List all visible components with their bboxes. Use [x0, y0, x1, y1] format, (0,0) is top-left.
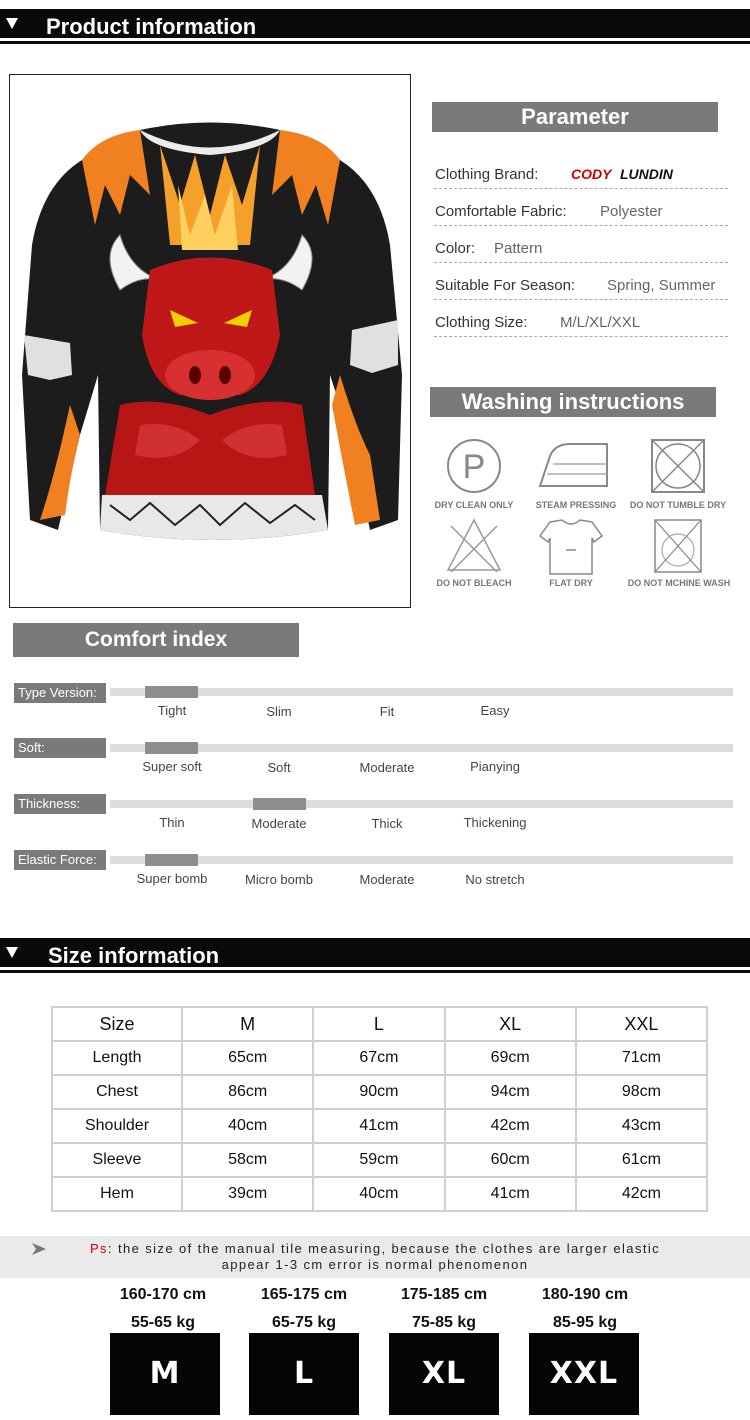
iron-icon [525, 436, 627, 516]
comfort-marker [145, 686, 198, 698]
comfort-option: Fit [379, 704, 395, 719]
table-cell: 39cm [182, 1177, 313, 1211]
no-bleach-icon [423, 516, 525, 596]
table-cell: 58cm [182, 1143, 313, 1177]
param-value: Polyester [600, 203, 663, 220]
note-text: : the size of the manual tile measuring, because the clothes are larger elastic [107, 1241, 661, 1256]
comfort-track [110, 688, 733, 696]
table-header-cell: L [313, 1007, 444, 1041]
param-key: Color: [435, 240, 476, 257]
table-cell: Length [52, 1041, 182, 1075]
height-range: 160-170 cm [119, 1286, 207, 1303]
height-range: 180-190 cm [541, 1286, 629, 1303]
comfort-option: Super soft [142, 759, 202, 774]
product-info-header [0, 9, 750, 41]
comfort-track [110, 744, 733, 752]
comfort-marker [145, 742, 198, 754]
no-machine-wash-icon [625, 516, 733, 596]
table-cell: Sleeve [52, 1143, 182, 1177]
size-guide-item [374, 1286, 514, 1332]
table-cell: 40cm [313, 1177, 444, 1211]
table-cell: 90cm [313, 1075, 444, 1109]
table-cell: 41cm [313, 1109, 444, 1143]
svg-text:P: P [462, 448, 486, 486]
comfort-option: Slim [266, 704, 292, 719]
table-cell: Chest [52, 1075, 182, 1109]
table-header-cell: Size [52, 1007, 182, 1041]
table-cell: 61cm [576, 1143, 707, 1177]
size-badge-xxl: XXL [529, 1333, 639, 1415]
size-info-title: Size information [48, 943, 220, 968]
comfort-marker [253, 798, 306, 810]
table-cell: 71cm [576, 1041, 707, 1075]
size-guide-item [93, 1286, 233, 1332]
table-row [52, 1041, 707, 1075]
product-image [9, 74, 411, 608]
comfort-option: Super bomb [136, 871, 208, 886]
brand-part2: LUNDIN [620, 166, 673, 182]
param-key: Clothing Size: [435, 314, 528, 331]
param-row-color [434, 235, 728, 263]
param-key: Suitable For Season: [435, 277, 576, 294]
table-cell: 67cm [313, 1041, 444, 1075]
comfort-option: Micro bomb [245, 872, 313, 887]
comfort-title: Comfort index [13, 623, 299, 657]
table-cell: Shoulder [52, 1109, 182, 1143]
table-cell: 69cm [445, 1041, 576, 1075]
table-row [52, 1143, 707, 1177]
comfort-option: Pianying [470, 759, 520, 774]
comfort-row-label: Thickness: [14, 794, 106, 814]
product-info-title: Product information [46, 14, 257, 39]
comfort-option: Tight [157, 703, 187, 718]
table-cell: Hem [52, 1177, 182, 1211]
size-badge-l: L [249, 1333, 359, 1415]
weight-range: 75-85 kg [411, 1314, 477, 1331]
size-guide-item [234, 1286, 374, 1332]
table-cell: 41cm [445, 1177, 576, 1211]
comfort-row-label: Elastic Force: [14, 850, 106, 870]
param-value: Spring, Summer [607, 277, 716, 294]
comfort-option: Thin [159, 815, 185, 830]
measurement-note [0, 1236, 750, 1278]
table-row [52, 1177, 707, 1211]
size-info-header [0, 938, 750, 970]
comfort-row-label: Soft: [14, 738, 106, 758]
comfort-track [110, 800, 733, 808]
table-cell: 65cm [182, 1041, 313, 1075]
comfort-option: Moderate [359, 760, 415, 775]
comfort-option: No stretch [465, 872, 525, 887]
param-row-fabric [434, 198, 728, 226]
wash-label: DO NOT MCHINE WASH [627, 578, 731, 588]
note-line-2: appear 1-3 cm error is normal phenomenon [221, 1257, 529, 1272]
table-cell: 98cm [576, 1075, 707, 1109]
wash-label: DRY CLEAN ONLY [434, 500, 514, 510]
weight-range: 85-95 kg [552, 1314, 618, 1331]
triangle-down-icon [6, 18, 18, 29]
comfort-track [110, 856, 733, 864]
wash-label: FLAT DRY [549, 578, 593, 588]
table-header-cell: XXL [576, 1007, 707, 1041]
note-line-1 [0, 1241, 750, 1257]
param-value: M/L/XL/XXL [560, 314, 641, 331]
size-guide-item [515, 1286, 655, 1332]
param-value: Pattern [494, 240, 543, 257]
arrow-icon [32, 1243, 46, 1255]
weight-range: 55-65 kg [130, 1314, 196, 1331]
table-header-cell: XL [445, 1007, 576, 1041]
comfort-option: Moderate [359, 872, 415, 887]
wash-label: DO NOT BLEACH [436, 578, 512, 588]
param-row-brand [434, 161, 728, 189]
table-cell: 94cm [445, 1075, 576, 1109]
param-row-season [434, 272, 728, 300]
size-badge-xl: XL [389, 1333, 499, 1415]
table-cell: 60cm [445, 1143, 576, 1177]
table-cell: 86cm [182, 1075, 313, 1109]
comfort-option: Thickening [463, 815, 527, 830]
comfort-option: Moderate [251, 816, 307, 831]
comfort-option: Thick [371, 816, 403, 831]
height-range: 175-185 cm [400, 1286, 488, 1303]
size-badge-m: M [110, 1333, 220, 1415]
comfort-option: Soft [267, 760, 291, 775]
triangle-down-icon [6, 947, 18, 958]
no-tumble-dry-icon [627, 436, 729, 516]
height-range: 165-175 cm [260, 1286, 348, 1303]
table-row [52, 1075, 707, 1109]
table-header-cell: M [182, 1007, 313, 1041]
table-cell: 42cm [576, 1177, 707, 1211]
wash-label: STEAM PRESSING [535, 500, 617, 510]
param-row-size [434, 309, 728, 337]
table-row [52, 1109, 707, 1143]
table-cell: 40cm [182, 1109, 313, 1143]
brand-part1: CODY [571, 166, 612, 182]
parameter-title: Parameter [432, 102, 718, 132]
washing-title: Washing instructions [430, 387, 716, 417]
param-key: Clothing Brand: [435, 166, 539, 183]
param-key: Comfortable Fabric: [435, 203, 567, 220]
flat-dry-icon [520, 516, 622, 596]
dry-clean-icon [423, 436, 525, 516]
comfort-marker [145, 854, 198, 866]
wash-label: DO NOT TUMBLE DRY [629, 500, 727, 510]
shirt-illustration [10, 75, 411, 608]
comfort-row-label: Type Version: [14, 683, 106, 703]
table-header-row [52, 1007, 707, 1041]
table-cell: 59cm [313, 1143, 444, 1177]
size-table [51, 1006, 708, 1212]
table-cell: 43cm [576, 1109, 707, 1143]
comfort-option: Easy [480, 703, 510, 718]
table-cell: 42cm [445, 1109, 576, 1143]
weight-range: 65-75 kg [271, 1314, 337, 1331]
note-prefix: Ps [89, 1241, 108, 1256]
